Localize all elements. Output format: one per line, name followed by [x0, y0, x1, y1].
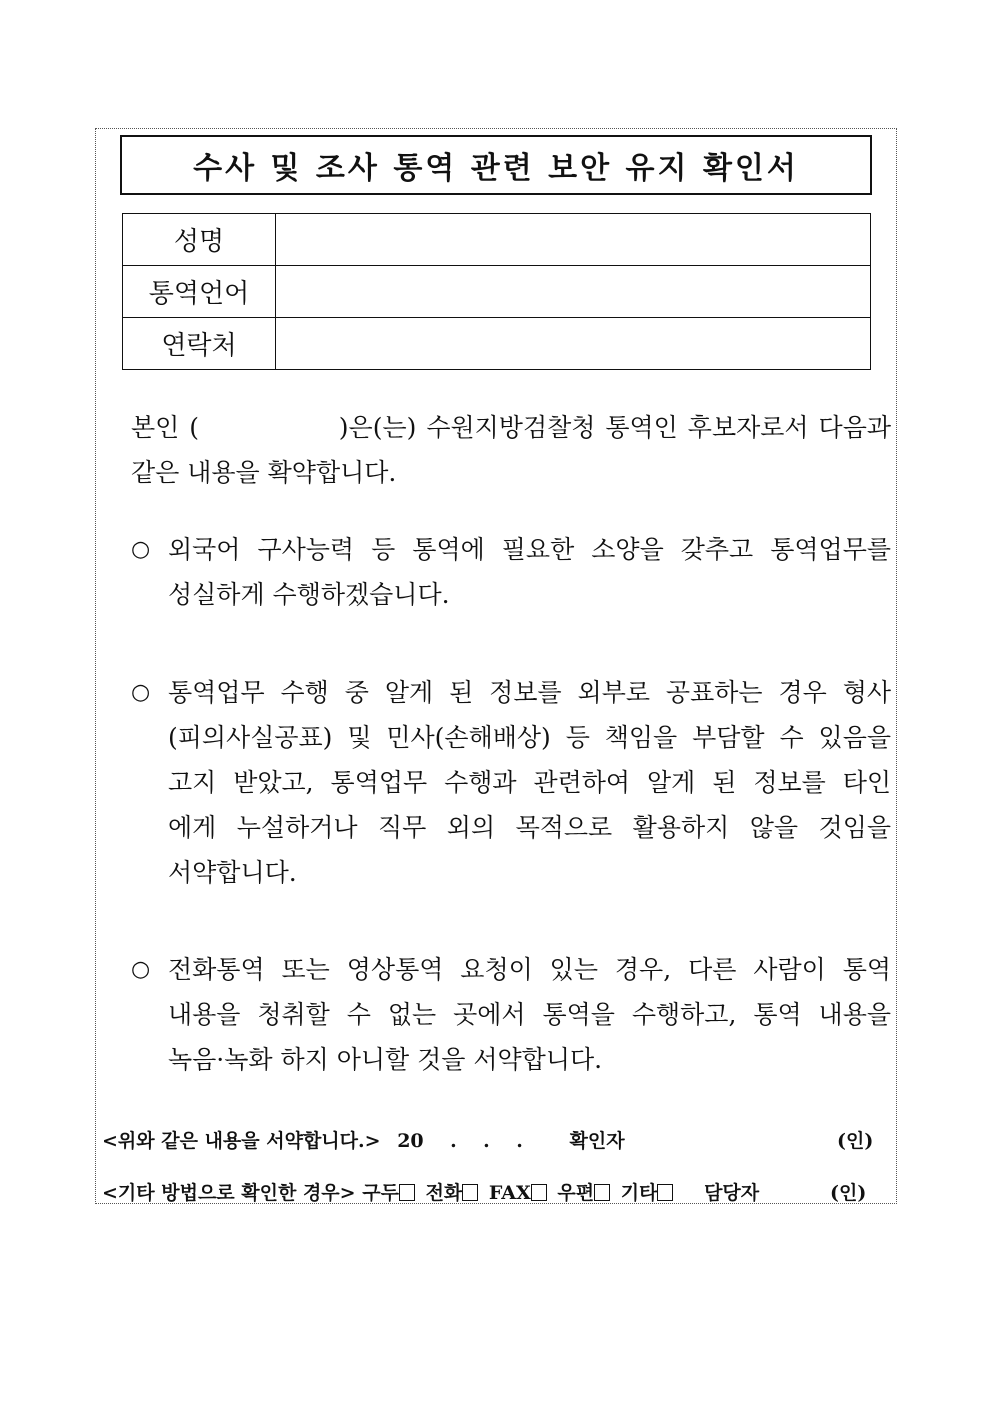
footer-pledge-line [102, 1126, 874, 1153]
item-2-line-3: 고지 받았고, 통역업무 수행과 관련하여 알게 된 정보를 타인 [168, 768, 891, 797]
pledge-item-1 [131, 527, 891, 617]
method-mail-label: 우편 [557, 1182, 595, 1204]
item-3-line-2: 내용을 청취할 수 없는 곳에서 통역을 수행하고, 통역 내용을 [168, 1000, 891, 1029]
confirmer-label: 확인자 [569, 1130, 625, 1152]
title-box [120, 135, 872, 195]
other-checkbox[interactable] [657, 1184, 673, 1201]
table-row [123, 266, 871, 318]
item-2-line-1: 통역업무 수행 중 알게 된 정보를 외부로 공표하는 경우 형사 [168, 678, 891, 707]
item-3-line-1: 전화통역 또는 영상통역 요청이 있는 경우, 다른 사람이 통역 [168, 955, 891, 984]
phone-checkbox[interactable] [462, 1184, 478, 1201]
officer-seal: (인) [830, 1182, 867, 1204]
date-field[interactable]: 20 . . . [397, 1130, 523, 1152]
pledge-item-2 [131, 670, 891, 895]
footer-method-line [102, 1178, 867, 1205]
pledge-text: <위와 같은 내용을 서약합니다.> [102, 1130, 381, 1152]
method-phone [426, 1182, 483, 1204]
method-other-label: 기타 [620, 1182, 658, 1204]
method-mail [557, 1182, 614, 1204]
method-verbal-label: 구두 [362, 1182, 399, 1204]
name-field[interactable] [276, 214, 871, 266]
bullet-circle-icon: ○ [131, 680, 151, 705]
intro-line-2: 같은 내용을 확약합니다. [131, 458, 397, 487]
item-2-line-4: 에게 누설하거나 직무 외의 목적으로 활용하지 않을 것임을 [168, 813, 891, 842]
fax-checkbox[interactable] [531, 1184, 547, 1201]
intro-paragraph [131, 405, 891, 495]
item-1-line-2: 성실하게 수행하겠습니다. [168, 580, 450, 609]
item-3-line-3: 녹음·녹화 하지 아니할 것을 서약합니다. [168, 1045, 603, 1074]
method-fax [489, 1182, 551, 1204]
language-label: 통역언어 [123, 266, 276, 318]
contact-field[interactable] [276, 318, 871, 370]
item-1-line-1: 외국어 구사능력 등 통역에 필요한 소양을 갖추고 통역업무를 [168, 535, 891, 564]
verbal-checkbox[interactable] [399, 1184, 415, 1201]
language-field[interactable] [276, 266, 871, 318]
item-2-line-2: (피의사실공표) 및 민사(손해배상) 등 책임을 부담할 수 있음을 [168, 723, 891, 752]
pledge-item-3 [131, 947, 891, 1082]
bullet-circle-icon: ○ [131, 957, 151, 982]
confirmer-seal: (인) [837, 1130, 874, 1152]
info-table [122, 213, 871, 370]
method-other [621, 1182, 678, 1204]
method-phone-label: 전화 [425, 1182, 463, 1204]
item-2-line-5: 서약합니다. [168, 858, 297, 887]
method-verbal [362, 1182, 419, 1204]
contact-label: 연락처 [123, 318, 276, 370]
document-title: 수사 및 조사 통역 관련 보안 유지 확인서 [193, 151, 799, 186]
mail-checkbox[interactable] [594, 1184, 610, 1201]
method-fax-label: FAX [488, 1182, 531, 1204]
intro-line-1: 본인 ( )은(는) 수원지방검찰청 통역인 후보자로서 다음과 [131, 413, 891, 442]
bullet-circle-icon: ○ [131, 537, 151, 562]
table-row [123, 318, 871, 370]
table-row [123, 214, 871, 266]
other-method-text: <기타 방법으로 확인한 경우> [102, 1182, 356, 1204]
name-label: 성명 [123, 214, 276, 266]
officer-label: 담당자 [704, 1182, 760, 1204]
